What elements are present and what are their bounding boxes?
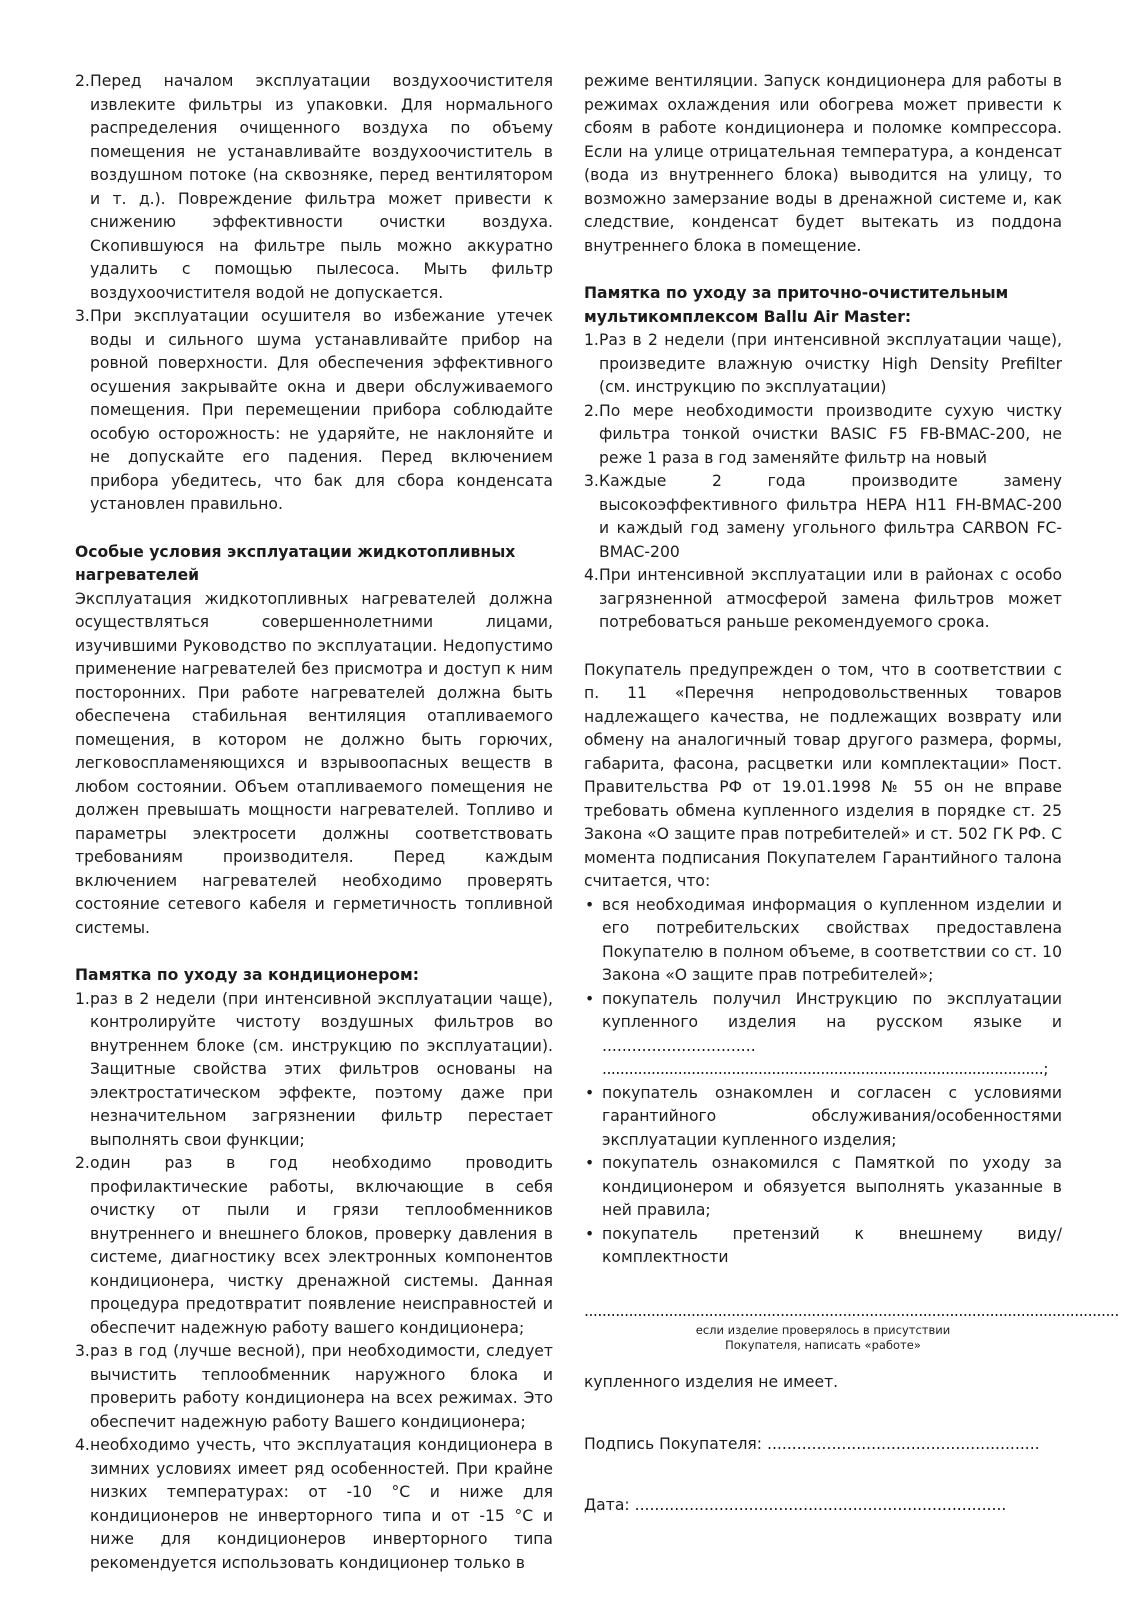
item-text: необходимо учесть, что эксплуатация кондиционера в зимних условиях имеет ряд особенностей. При крайне низких температурах: от -10 °С и ниже для кондиционеров не инверторного типа и от -15 °С и ниже для кондиционеров инверторного типа рекомендуется использовать кондиционер только в [90,1436,553,1572]
item-text: При интенсивной эксплуатации или в районах с особо загрязненной атмосферой замена фильтров может потребоваться раньше рекомендуемого срока. [599,566,1062,631]
bullet-icon: • [585,895,595,914]
list-item [75,1434,553,1575]
list-item [75,1152,553,1340]
list-item [75,1340,553,1434]
ac-section-heading: Памятка по уходу за кондиционером: [75,966,419,984]
list-item [584,894,1062,988]
list-item [584,400,1062,471]
heater-section-text: Эксплуатация жидкотопливных нагревателей должна осуществляться совершеннолетними лицами, изучившими Руководство по эксплуатации. Недопустимо применение нагревателей без присмотра и доступ к ним посторонних. При работе нагревателей должна быть обеспечена стабильная вентиляция отапливаемого помещения, в котором не должно быть горючих, легковоспламеняющихся и взрывоопасных веществ в любом состоянии. Объем отапливаемого помещения не должен превышать мощности нагревателей. Топливо и параметры электросети должны соответствовать требованиям производителя. Перед каждым включением нагревателей необходимо проверять состояние сетевого кабеля и герметичность топливной системы. [75,589,553,937]
signature-row [584,1433,1062,1457]
item-text: один раз в год необходимо проводить профилактические работы, включающие в себя очистку от пыли и грязи теплообменников внутреннего и внешнего блоков, проверку давления в системе, диагностику всех электронных компонентов кондиционера, чистку дренажной системы. Данная процедура предотвратит появление неисправностей и обеспечит надежную работу вашего кондиционера; [90,1154,553,1337]
hint-line: Покупателя, написать «работе» [725,1338,921,1352]
air-master-heading: Памятка по уходу за приточно-очистительным мультикомплексом Ballu Air Master: [584,284,1009,326]
item-number: 2. [584,401,599,420]
item-text: вся необходимая информация о купленном изделии и его потребительских свойствах предоставлена Покупателю в полном объеме, в соответствии со ст. 10 Закона «О защите прав потребителей»; [602,895,1062,984]
list-item [584,1152,1062,1223]
item-number: 2. [75,72,90,90]
manual-language-fill-line[interactable]: ...................................................................................................; [602,1060,1048,1078]
bullet-icon: • [585,989,595,1008]
check-result-fill-line[interactable]: ........................................................................................................................ [584,1301,1119,1320]
list-item [584,988,1062,1082]
item-text: Перед началом эксплуатации воздухоочистителя извлеките фильтры из упаковки. Для нормального распределения очищенного воздуха по объему помещения не устанавливайте воздухоочиститель в воздушном потоке (на сквозняке, перед вентилятором и т. д.). Повреждение фильтра может привести к снижению эффективности очистки воздуха. Скопившуюся на фильтре пыль можно аккуратно удалить с помощью пылесоса. Мыть фильтр воздухоочистителя водой не допускается. [90,72,553,302]
buyer-notice-text: Покупатель предупрежден о том, что в соответствии с п. 11 «Перечня непродовольственных товаров надлежащего качества, не подлежащих возврату или обмену на аналогичный товар другого размера, формы, габарита, фасона, расцветки или комплектации» Пост. Правительства РФ от 19.01.1998 № 55 он не вправе требовать обмена купленного изделия в порядке ст. 25 Закона «О защите прав потребителей» и ст. 502 ГК РФ. С момента подписания Покупателем Гарантийного талона считается, что: [584,660,1062,890]
heater-section-heading: Особые условия эксплуатации жидкотопливных нагревателей [75,542,516,584]
buyer-acknowledgement-list [584,894,1062,1270]
ac-care-list [75,988,553,1576]
signature-field[interactable]: ....................................................... [767,1434,1040,1453]
item-number: 1. [75,989,90,1008]
list-item [584,1082,1062,1153]
item-number: 3. [75,307,90,325]
air-master-care-list [584,329,1062,635]
list-item [584,329,1062,400]
item-number: 1. [584,331,599,349]
list-item [75,305,553,517]
item-text: Каждые 2 года производите замену высокоэффективного фильтра HEPA H11 FH-BMAC-200 и каждый год замену угольного фильтра CARBON FC-BMAC-200 [599,472,1062,561]
list-item [584,564,1062,635]
left-column [75,70,553,1575]
list-item [75,988,553,1153]
item-text: покупатель претензий к внешнему виду/комплектности [602,1224,1062,1266]
device-notes-list [75,70,553,517]
item-text: покупатель ознакомлен и согласен с условиями гарантийного обслуживания/особенностями эксплуатации купленного изделия; [602,1083,1062,1149]
item-number: 4. [75,1436,90,1454]
item-text: Раз в 2 недели (при интенсивной эксплуатации чаще), произведите влажную очистку High Density Prefilter (см. инструкцию по эксплуатации) [599,331,1062,396]
item-number: 3. [75,1342,90,1360]
right-column [584,70,1119,1518]
item-number: 2. [75,1154,90,1172]
list-item [584,1223,1062,1270]
item-text: раз в год (лучше весной), при необходимости, следует вычистить теплообменник наружного блока и проверить работу кондиционера на всех режимах. Это обеспечит надежную работу Вашего кондиционера; [90,1342,553,1431]
item-text: раз в 2 недели (при интенсивной эксплуатации чаще), контролируйте чистоту воздушных фильтров во внутреннем блоке (см. инструкцию по эксплуатации). Защитные свойства этих фильтров основаны на электростатическом эффекте, поэтому даже при незначительном загрязнении фильтр перестает выполнять свои функции; [90,989,553,1149]
date-field[interactable]: ........................................................................... [634,1496,1007,1514]
signature-label: Подпись Покупателя: [584,1434,763,1453]
fill-line-hint [584,1323,1062,1353]
no-claims-text: купленного изделия не имеет. [584,1373,839,1391]
item-number: 4. [584,566,599,584]
list-item [584,470,1062,564]
item-text: покупатель получил Инструкцию по эксплуатации купленного изделия на русском языке и ............................... [602,989,1062,1055]
ac-continuation-text: режиме вентиляции. Запуск кондиционера для работы в режимах охлаждения или обогрева может привести к сбоям в работе кондиционера и поломке компрессора. Если на улице отрицательная температура, а конденсат (вода из внутреннего блока) выводится на улицу, то возможно замерзание воды в дренажной системе и, как следствие, конденсат будет вытекать из поддона внутреннего блока в помещение. [584,72,1062,255]
hint-line: если изделие проверялось в присутствии [695,1323,951,1337]
item-text: При эксплуатации осушителя во избежание утечек воды и сильного шума устанавливайте прибор на ровной поверхности. Для обеспечения эффективного осушения закрывайте окна и двери обслуживаемого помещения. При перемещении прибора соблюдайте особую осторожность: не ударяйте, не наклоняйте и не допускайте его падения. Перед включением прибора убедитесь, что бак для сбора конденсата установлен правильно. [90,307,553,513]
item-text: покупатель ознакомился с Памяткой по уходу за кондиционером и обязуется выполнять указанные в ней правила; [602,1154,1062,1219]
item-number: 3. [584,472,599,490]
bullet-icon: • [585,1083,595,1102]
item-text: По мере необходимости производите сухую чистку фильтра тонкой очистки BASIC F5 FB-BMAC-200, не реже 1 раза в год заменяйте фильтр на новый [599,401,1062,467]
list-item [75,70,553,305]
date-label: Дата: [584,1496,630,1514]
bullet-icon: • [585,1224,595,1243]
date-row [584,1494,1062,1518]
bullet-icon: • [585,1154,595,1172]
